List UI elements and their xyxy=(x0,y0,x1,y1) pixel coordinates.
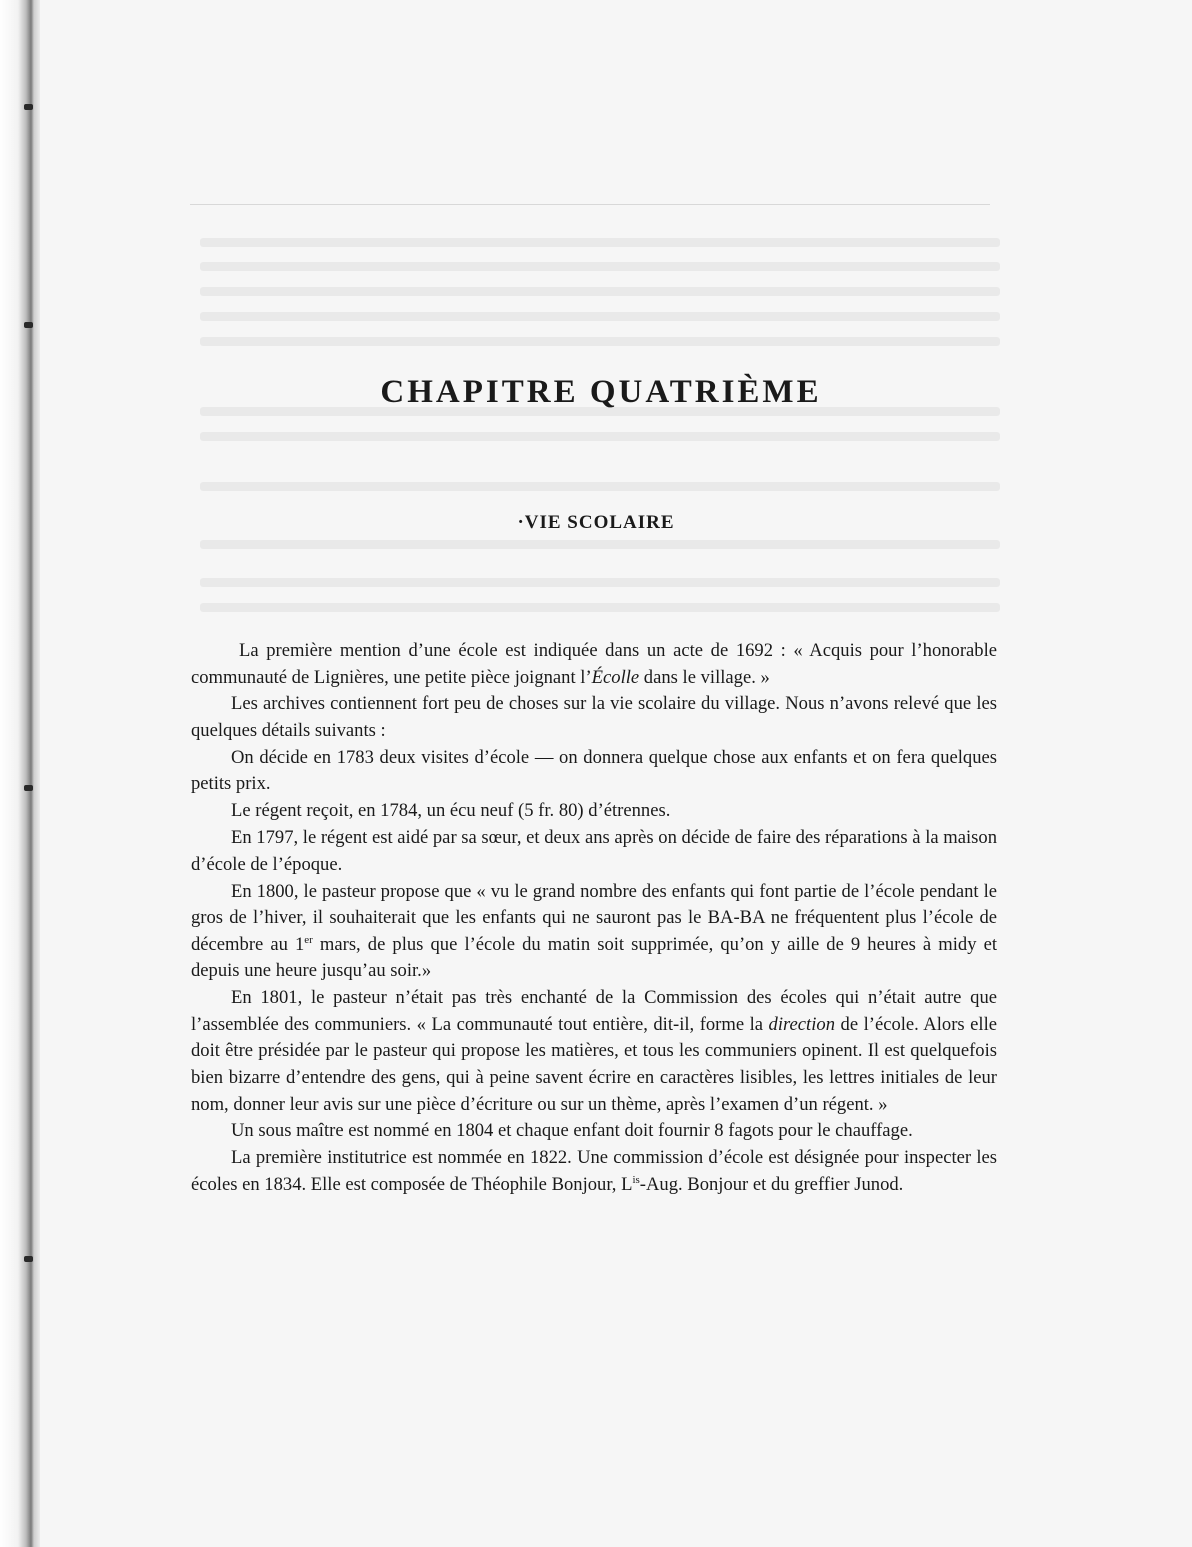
bleed-through-rule xyxy=(190,204,990,205)
section-title: ·VIE SCOLAIRE xyxy=(517,512,675,533)
book-spine xyxy=(0,0,40,1547)
bleed-through-line xyxy=(200,578,1000,587)
bleed-through-line xyxy=(200,482,1000,491)
bleed-through-line xyxy=(200,312,1000,321)
paragraph-text: En 1800, le pasteur propose que « vu le grand nombre des enfants qui font partie de l’école pendant le gros de l’hiver, il souhaiterait que les enfants qui ne sauront pas le BA-BA ne fréquentent plus l’école de décembre au 1 xyxy=(191,880,997,955)
bleed-through-line xyxy=(200,238,1000,247)
paragraph-text: La première institutrice est nommée en 1822. Une commission d’école est désignée pour inspecter les écoles en 1834. Elle est composée de Théophile Bonjour, L xyxy=(191,1147,997,1195)
paragraph-text: dans le village. » xyxy=(639,666,770,688)
italic-word: Écolle xyxy=(591,666,640,688)
paragraph xyxy=(191,879,997,985)
binding-mark xyxy=(24,1256,33,1262)
bleed-through-line xyxy=(200,262,1000,271)
paragraph-text: La première mention d’une école est indiquée dans un acte de 1692 : « Acquis pour l’honorable communauté de Lignières, une petite pièce joignant l’ xyxy=(191,640,997,688)
binding-mark xyxy=(24,322,33,328)
bleed-through-line xyxy=(200,540,1000,549)
paragraph-text: de l’école. Alors elle doit être présidée par le pasteur qui propose les matières, et tous les communiers opinent. Il est quelquefois bien bizarre d’entendre des gens, qui à peine savent écrire en caractères lisibles, les lettres initiales de leur nom, donner leur avis sur une pièce d’écriture ou sur un thème, après l’examen d’un régent. » xyxy=(191,1013,997,1115)
paragraph xyxy=(191,985,997,1118)
superscript: er xyxy=(304,933,313,946)
paragraph-text: mars, de plus que l’école du matin soit supprimée, qu’on y aille de 9 heures à midy et depuis une heure jusqu’au soir.» xyxy=(191,933,997,982)
paragraph: En 1797, le régent est aidé par sa sœur, et deux ans après on décide de faire des réparations à la maison d’école de l’époque. xyxy=(191,827,997,875)
italic-word: direction xyxy=(768,1013,835,1035)
paragraph xyxy=(191,1145,997,1198)
paragraph: On décide en 1783 deux visites d’école — on donnera quelque chose aux enfants et on fera quelques petits prix. xyxy=(191,746,997,795)
paragraph-text: En 1801, le pasteur n’était pas très enchanté de la Commission des écoles qui n’était autre que l’assemblée des communiers. « La communauté tout entière, dit-il, forme la xyxy=(191,987,997,1035)
paragraph-text: -Aug. Bonjour et du greffier Junod. xyxy=(639,1173,904,1195)
bleed-through-line xyxy=(200,287,1000,296)
binding-mark xyxy=(24,104,33,110)
paragraph: Un sous maître est nommé en 1804 et chaque enfant doit fournir 8 fagots pour le chauffage. xyxy=(231,1120,913,1142)
body-text xyxy=(191,638,997,1199)
superscript: is xyxy=(632,1173,640,1186)
bleed-through-line xyxy=(200,337,1000,346)
bleed-through-line xyxy=(200,603,1000,612)
chapter-title: CHAPITRE QUATRIÈME xyxy=(380,374,822,410)
paragraph xyxy=(191,638,997,691)
paragraph: Le régent reçoit, en 1784, un écu neuf (5 fr. 80) d’étrennes. xyxy=(231,800,671,822)
paragraph: Les archives contiennent fort peu de choses sur la vie scolaire du village. Nous n’avons relevé que les quelques détails suivants : xyxy=(191,693,997,742)
bleed-through-line xyxy=(200,432,1000,441)
binding-mark xyxy=(24,785,33,791)
